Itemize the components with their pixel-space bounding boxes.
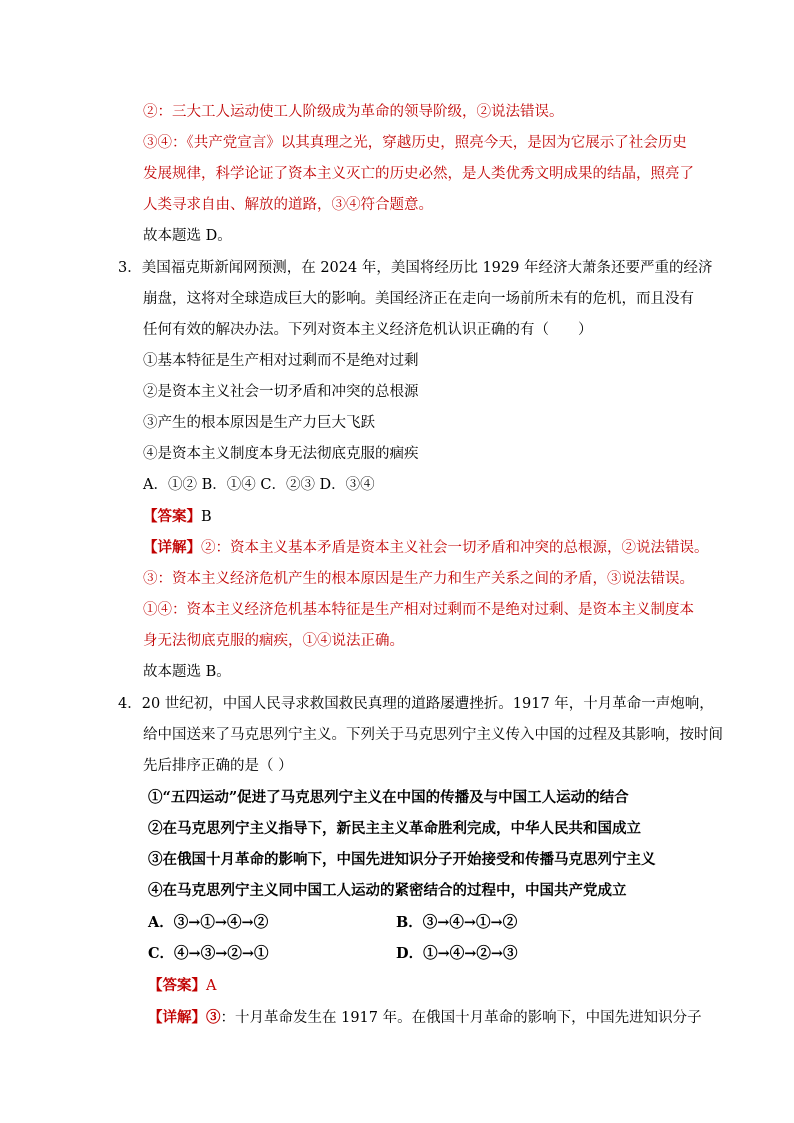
- detail-label: 【详解】: [143, 539, 201, 556]
- q3-stem-line-1: 3．美国福克斯新闻网预测，在 2024 年，美国将经历比 1929 年经济大萧条还要严重的经济: [118, 260, 713, 276]
- q4-option-1: ①“五四运动”促进了马克思列宁主义在中国的传播及与中国工人运动的结合: [148, 789, 629, 806]
- answer-value: B: [201, 509, 212, 525]
- q3-detail-line-4: 身无法彻底克服的痼疾，①④说法正确。: [143, 633, 404, 649]
- q3-stem-line-3: 任何有效的解决办法。下列对资本主义经济危机认识正确的有（ ）: [143, 322, 593, 338]
- q4-choice-b: B．③→④→①→②: [396, 914, 518, 931]
- q4-option-4: ④在马克思列宁主义同中国工人运动的紧密结合的过程中，中国共产党成立: [148, 882, 627, 899]
- q3-option-2: ②是资本主义社会一切矛盾和冲突的总根源: [143, 384, 419, 400]
- q4-detail-line-1: [148, 1008, 702, 1028]
- q4-choice-c: C．④→③→②→①: [148, 945, 269, 962]
- answer-label: 【答案】: [148, 977, 206, 994]
- q3-option-1: ①基本特征是生产相对过剩而不是绝对过剩: [143, 353, 419, 369]
- q4-stem-line-1: 4．20 世纪初，中国人民寻求救国救民真理的道路屡遭挫折。1917 年，十月革命一声炮响，: [118, 696, 714, 712]
- q2-conclusion: 故本题选 D。: [143, 228, 232, 244]
- detail-text: ：十月革命发生在 1917 年。在俄国十月革命的影响下，中国先进知识分子: [220, 1010, 702, 1026]
- q2-detail-line-4: 人类寻求自由、解放的道路，③④符合题意。: [143, 197, 433, 213]
- q3-answer: [143, 507, 212, 527]
- detail-text: ②：资本主义基本矛盾是资本主义社会一切矛盾和冲突的总根源，②说法错误。: [201, 540, 709, 556]
- q2-detail-line-2: ③④：《共产党宣言》以其真理之光，穿越历史，照亮今天，是因为它展示了社会历史: [143, 135, 687, 151]
- q3-option-4: ④是资本主义制度本身无法彻底克服的痼疾: [143, 446, 419, 462]
- q4-option-3: ③在俄国十月革命的影响下，中国先进知识分子开始接受和传播马克思列宁主义: [148, 851, 656, 868]
- q4-stem-line-3: 先后排序正确的是（ ）: [143, 758, 293, 774]
- q2-detail-line-1: ②：三大工人运动使工人阶级成为革命的领导阶级，②说法错误。: [143, 104, 564, 120]
- q4-stem-line-2: 给中国送来了马克思列宁主义。下列关于马克思列宁主义传入中国的过程及其影响，按时间: [143, 727, 723, 743]
- detail-mark: ③: [206, 1009, 221, 1026]
- q3-detail-line-1: [143, 538, 709, 558]
- q4-option-2: ②在马克思列宁主义指导下，新民主主义革命胜利完成，中华人民共和国成立: [148, 820, 641, 837]
- q3-detail-line-2: ③：资本主义经济危机产生的根本原因是生产力和生产关系之间的矛盾，③说法错误。: [143, 571, 694, 587]
- answer-label: 【答案】: [143, 508, 201, 525]
- q3-option-3: ③产生的根本原因是生产力巨大飞跃: [143, 415, 375, 431]
- answer-value: A: [206, 978, 217, 994]
- q3-detail-line-3: ①④：资本主义经济危机基本特征是生产相对过剩而不是绝对过剩、是资本主义制度本: [143, 602, 694, 618]
- q2-detail-line-3: 发展规律，科学论证了资本主义灭亡的历史必然，是人类优秀文明成果的结晶，照亮了: [143, 166, 694, 182]
- q3-conclusion: 故本题选 B。: [143, 664, 231, 680]
- q4-choice-a: A．③→①→④→②: [148, 914, 269, 931]
- detail-label: 【详解】: [148, 1009, 206, 1026]
- q3-choices: A．①② B．①④ C．②③ D．③④: [143, 477, 375, 493]
- q4-answer: [148, 976, 216, 996]
- q3-stem-line-2: 崩盘，这将对全球造成巨大的影响。美国经济正在走向一场前所未有的危机，而且没有: [143, 291, 694, 307]
- q4-choice-d: D．①→④→②→③: [396, 945, 518, 962]
